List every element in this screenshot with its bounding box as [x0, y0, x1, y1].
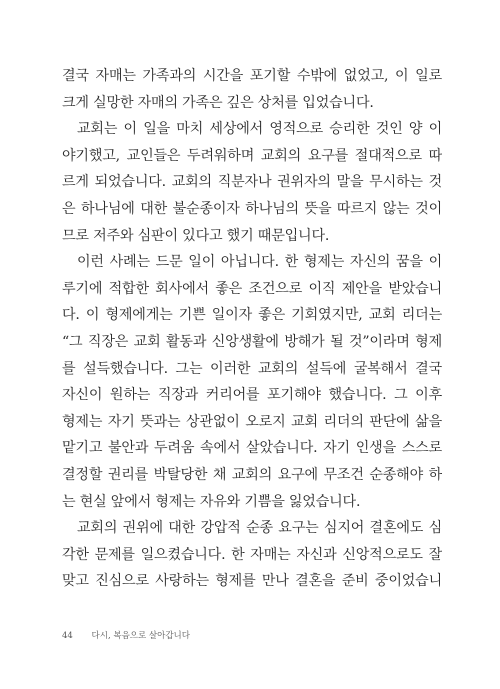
body-text [62, 63, 442, 595]
text-line: 결국 자매는 가족과의 시간을 포기할 수밖에 없었고, 이 일로 [62, 68, 442, 84]
text-line: 맡기고 불안과 두려움 속에서 살았습니다. 자기 인생을 스스로 [62, 440, 442, 457]
text-line: 교회는 이 일을 마치 세상에서 영적으로 승리한 것인 양 이 [77, 121, 442, 138]
text-line: 은 하나님에 대한 불순종이자 하나님의 뜻을 따르지 않는 것이 [62, 200, 442, 217]
text-line: 르게 되었습니다. 교회의 직분자나 권위자의 말을 무시하는 것 [62, 174, 442, 191]
text-line: 는 현실 앞에서 형제는 자유와 기쁨을 잃었습니다. [62, 493, 361, 510]
text-line: 를 설득했습니다. 그는 이러한 교회의 설득에 굴복해서 결국 [62, 360, 442, 377]
text-line: 결정할 권리를 박탈당한 채 교회의 요구에 무조건 순종해야 하 [62, 466, 442, 483]
text-line: 이런 사례는 드문 일이 아닙니다. 한 형제는 자신의 꿈을 이 [77, 254, 442, 271]
text-line: 자신이 원하는 직장과 커리어를 포기해야 했습니다. 그 이후 [62, 387, 442, 404]
text-line: 야기했고, 교인들은 두려워하며 교회의 요구를 절대적으로 따 [62, 147, 442, 164]
page-number: 44 [62, 631, 73, 641]
text-line: “그 직장은 교회 활동과 신앙생활에 방해가 될 것”이라며 형제 [62, 333, 442, 350]
text-line: 크게 실망한 자매의 가족은 깊은 상처를 입었습니다. [62, 94, 374, 111]
running-title: 다시, 복음으로 살아갑니다 [91, 631, 190, 641]
text-line: 루기에 적합한 회사에서 좋은 조건으로 이직 제안을 받았습니 [62, 280, 442, 297]
page-footer [62, 629, 190, 641]
text-line: 므로 저주와 심판이 있다고 했기 때문입니다. [62, 227, 330, 244]
text-line: 각한 문제를 일으켰습니다. 한 자매는 자신과 신앙적으로도 잘 [62, 546, 442, 563]
text-line: 맞고 진심으로 사랑하는 형제를 만나 결혼을 준비 중이었습니 [62, 573, 442, 590]
text-line: 다. 이 형제에게는 기쁜 일이자 좋은 기회였지만, 교회 리더는 [62, 307, 442, 324]
text-line: 교회의 권위에 대한 강압적 순종 요구는 심지어 결혼에도 심 [77, 520, 442, 537]
text-line: 형제는 자기 뜻과는 상관없이 오로지 교회 리더의 판단에 삶을 [62, 413, 442, 430]
